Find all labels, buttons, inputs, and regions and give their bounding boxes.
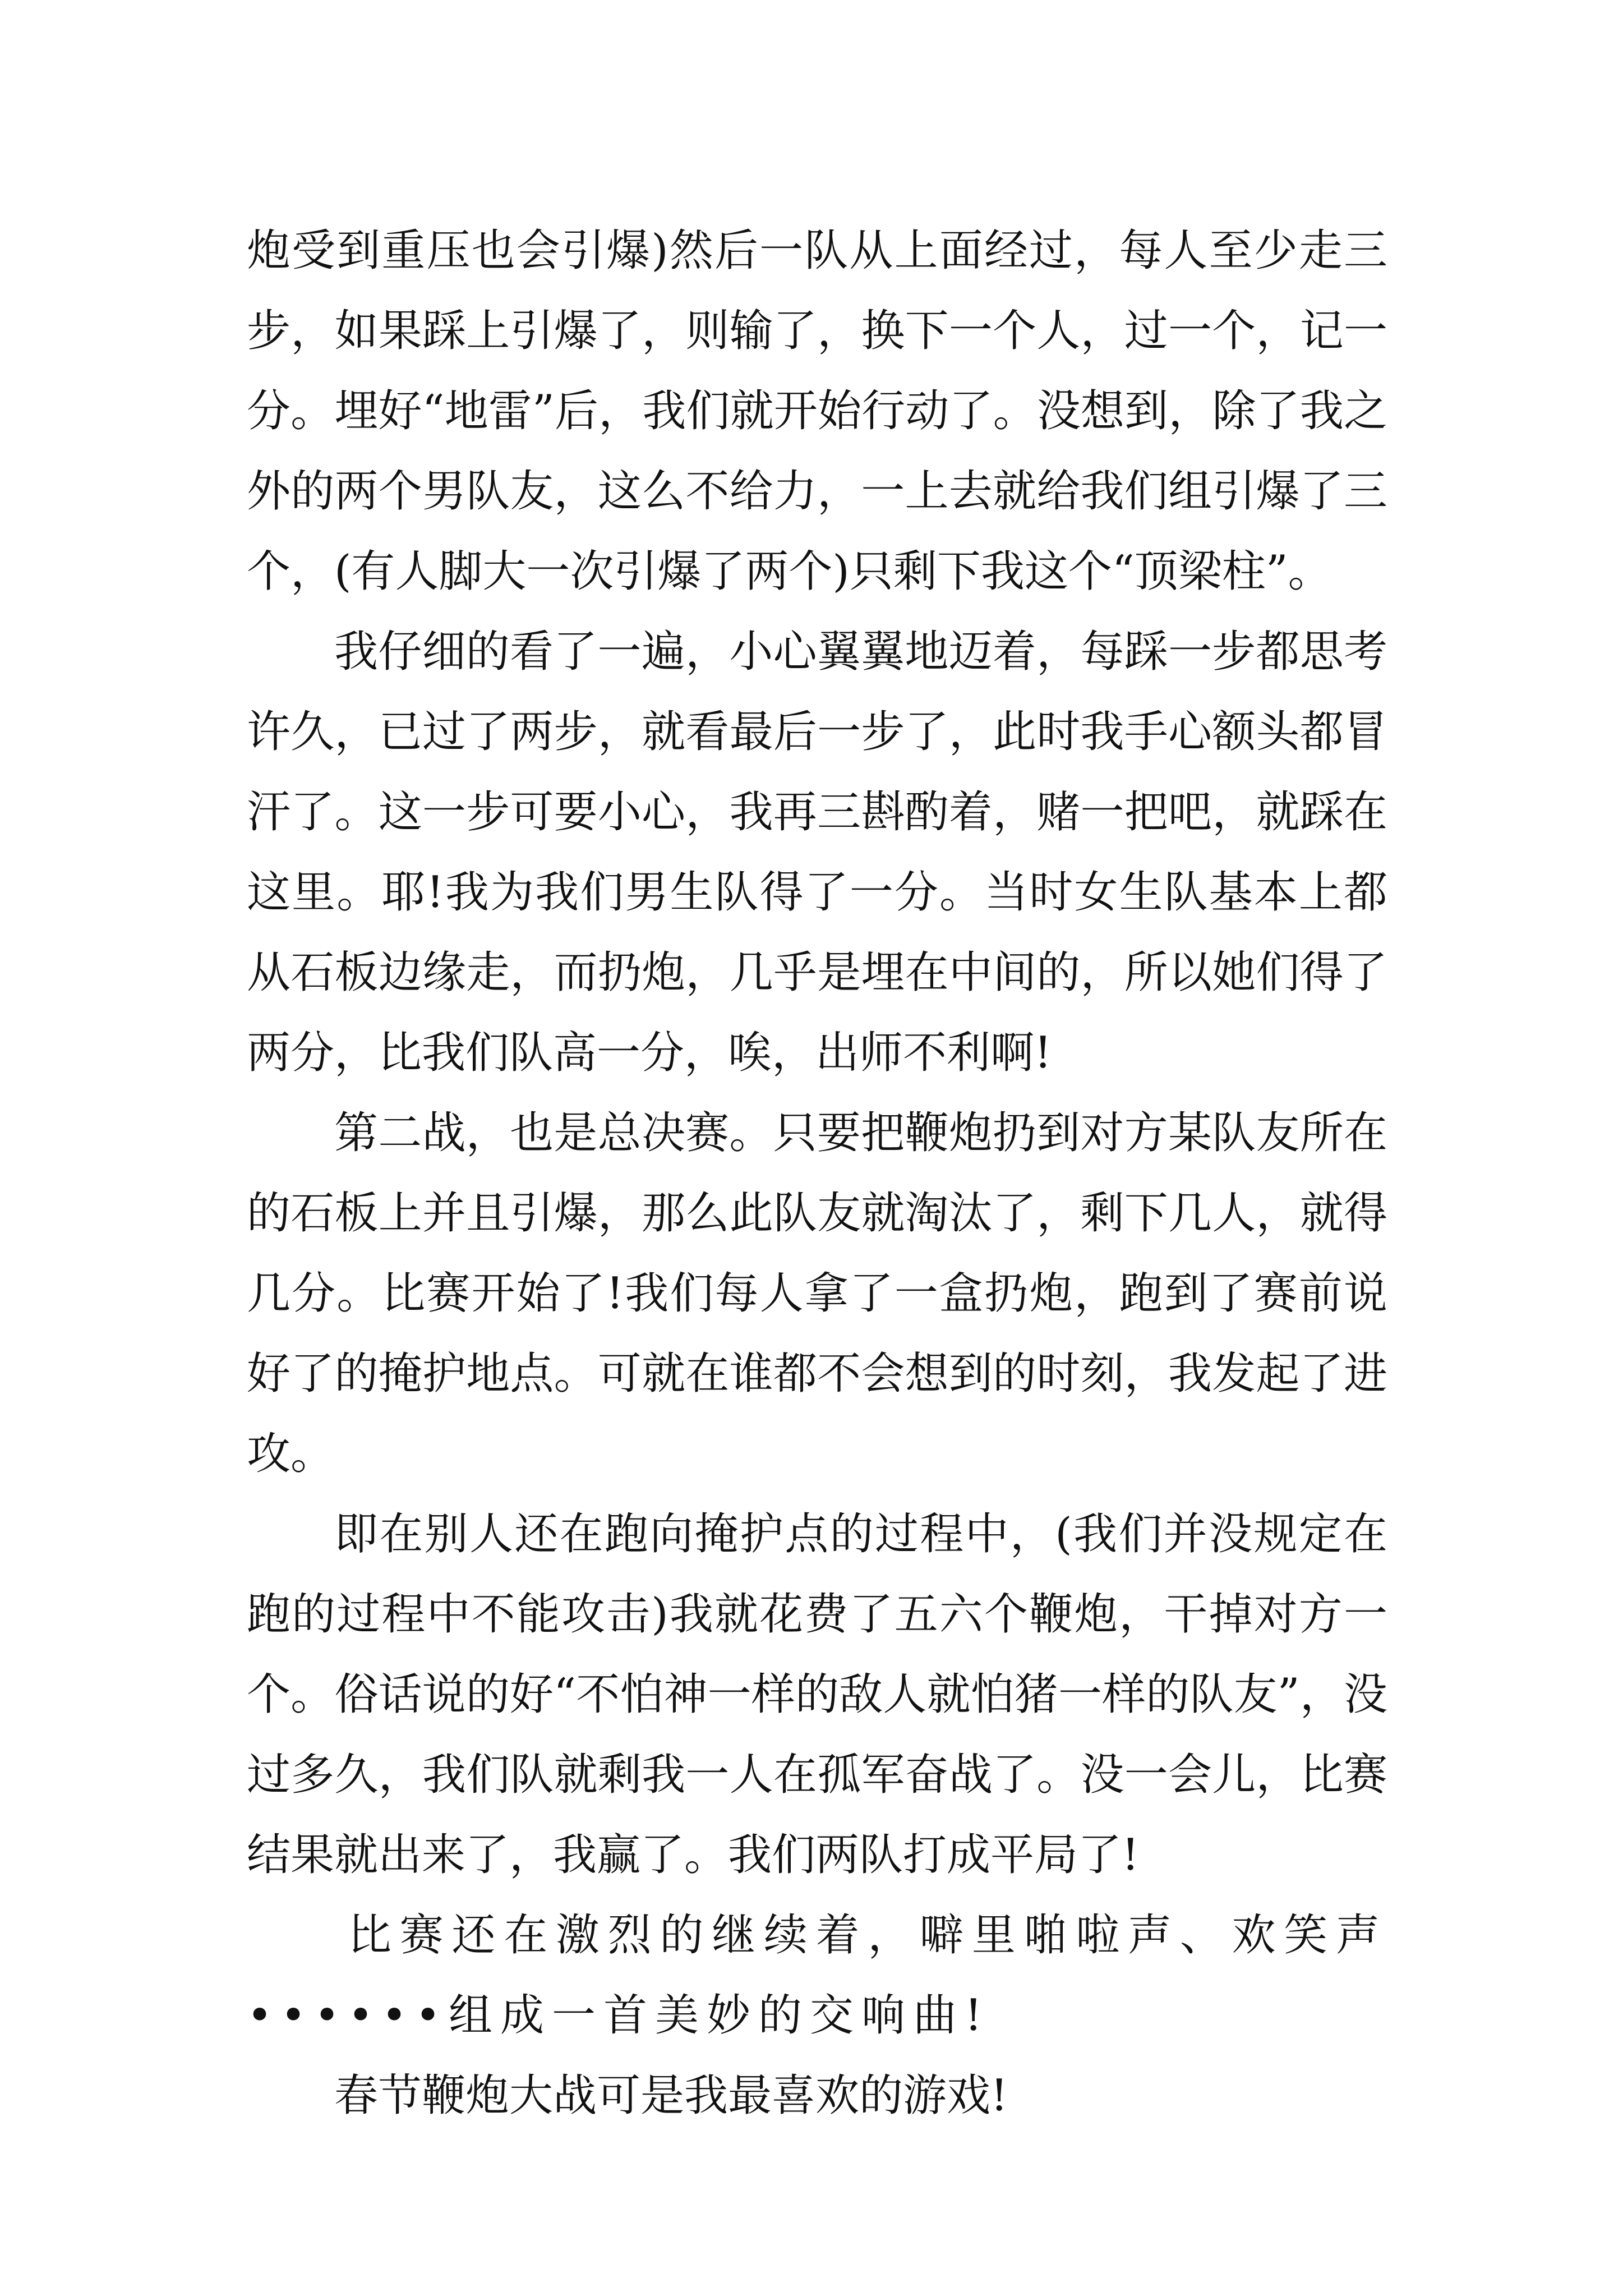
document-body	[247, 211, 1387, 2136]
paragraph-1: 炮受到重压也会引爆)然后一队从上面经过，每人至少走三步，如果踩上引爆了，则输了，换下一个人，过一个，记一分。埋好“地雷”后，我们就开始行动了。没想到，除了我之外的两个男队友，这么不给力，一上去就给我们组引爆了三个，(有人脚大一次引爆了两个)只剩下我这个“顶梁柱”。	[247, 226, 1387, 597]
paragraph-5: 比赛还在激烈的继续着，噼里啪啦声、欢笑声••••••组成一首美妙的交响曲!	[247, 1910, 1387, 2041]
paragraph-6: 春节鞭炮大战可是我最喜欢的游戏!	[334, 2070, 1008, 2121]
paragraph-2: 我仔细的看了一遍，小心翼翼地迈着，每踩一步都思考许久，已过了两步，就看最后一步了，此时我手心额头都冒汗了。这一步可要小心，我再三斟酌着，赌一把吧，就踩在这里。耶!我为我们男生队得了一分。当时女生队基本上都从石板边缘走，而扔炮，几乎是埋在中间的，所以她们得了两分，比我们队高一分，唉，出师不利啊!	[247, 627, 1387, 1078]
paragraph-4: 即在别人还在跑向掩护点的过程中，(我们并没规定在跑的过程中不能攻击)我就花费了五六个鞭炮，干掉对方一个。俗话说的好“不怕神一样的敌人就怕猪一样的队友”，没过多久，我们队就剩我一人在孤军奋战了。没一会儿，比赛结果就出来了，我赢了。我们两队打成平局了!	[247, 1509, 1387, 1880]
paragraph-3: 第二战，也是总决赛。只要把鞭炮扔到对方某队友所在的石板上并且引爆，那么此队友就淘汰了，剩下几人，就得几分。比赛开始了!我们每人拿了一盒扔炮，跑到了赛前说好了的掩护地点。可就在谁都不会想到的时刻，我发起了进攻。	[247, 1108, 1387, 1479]
